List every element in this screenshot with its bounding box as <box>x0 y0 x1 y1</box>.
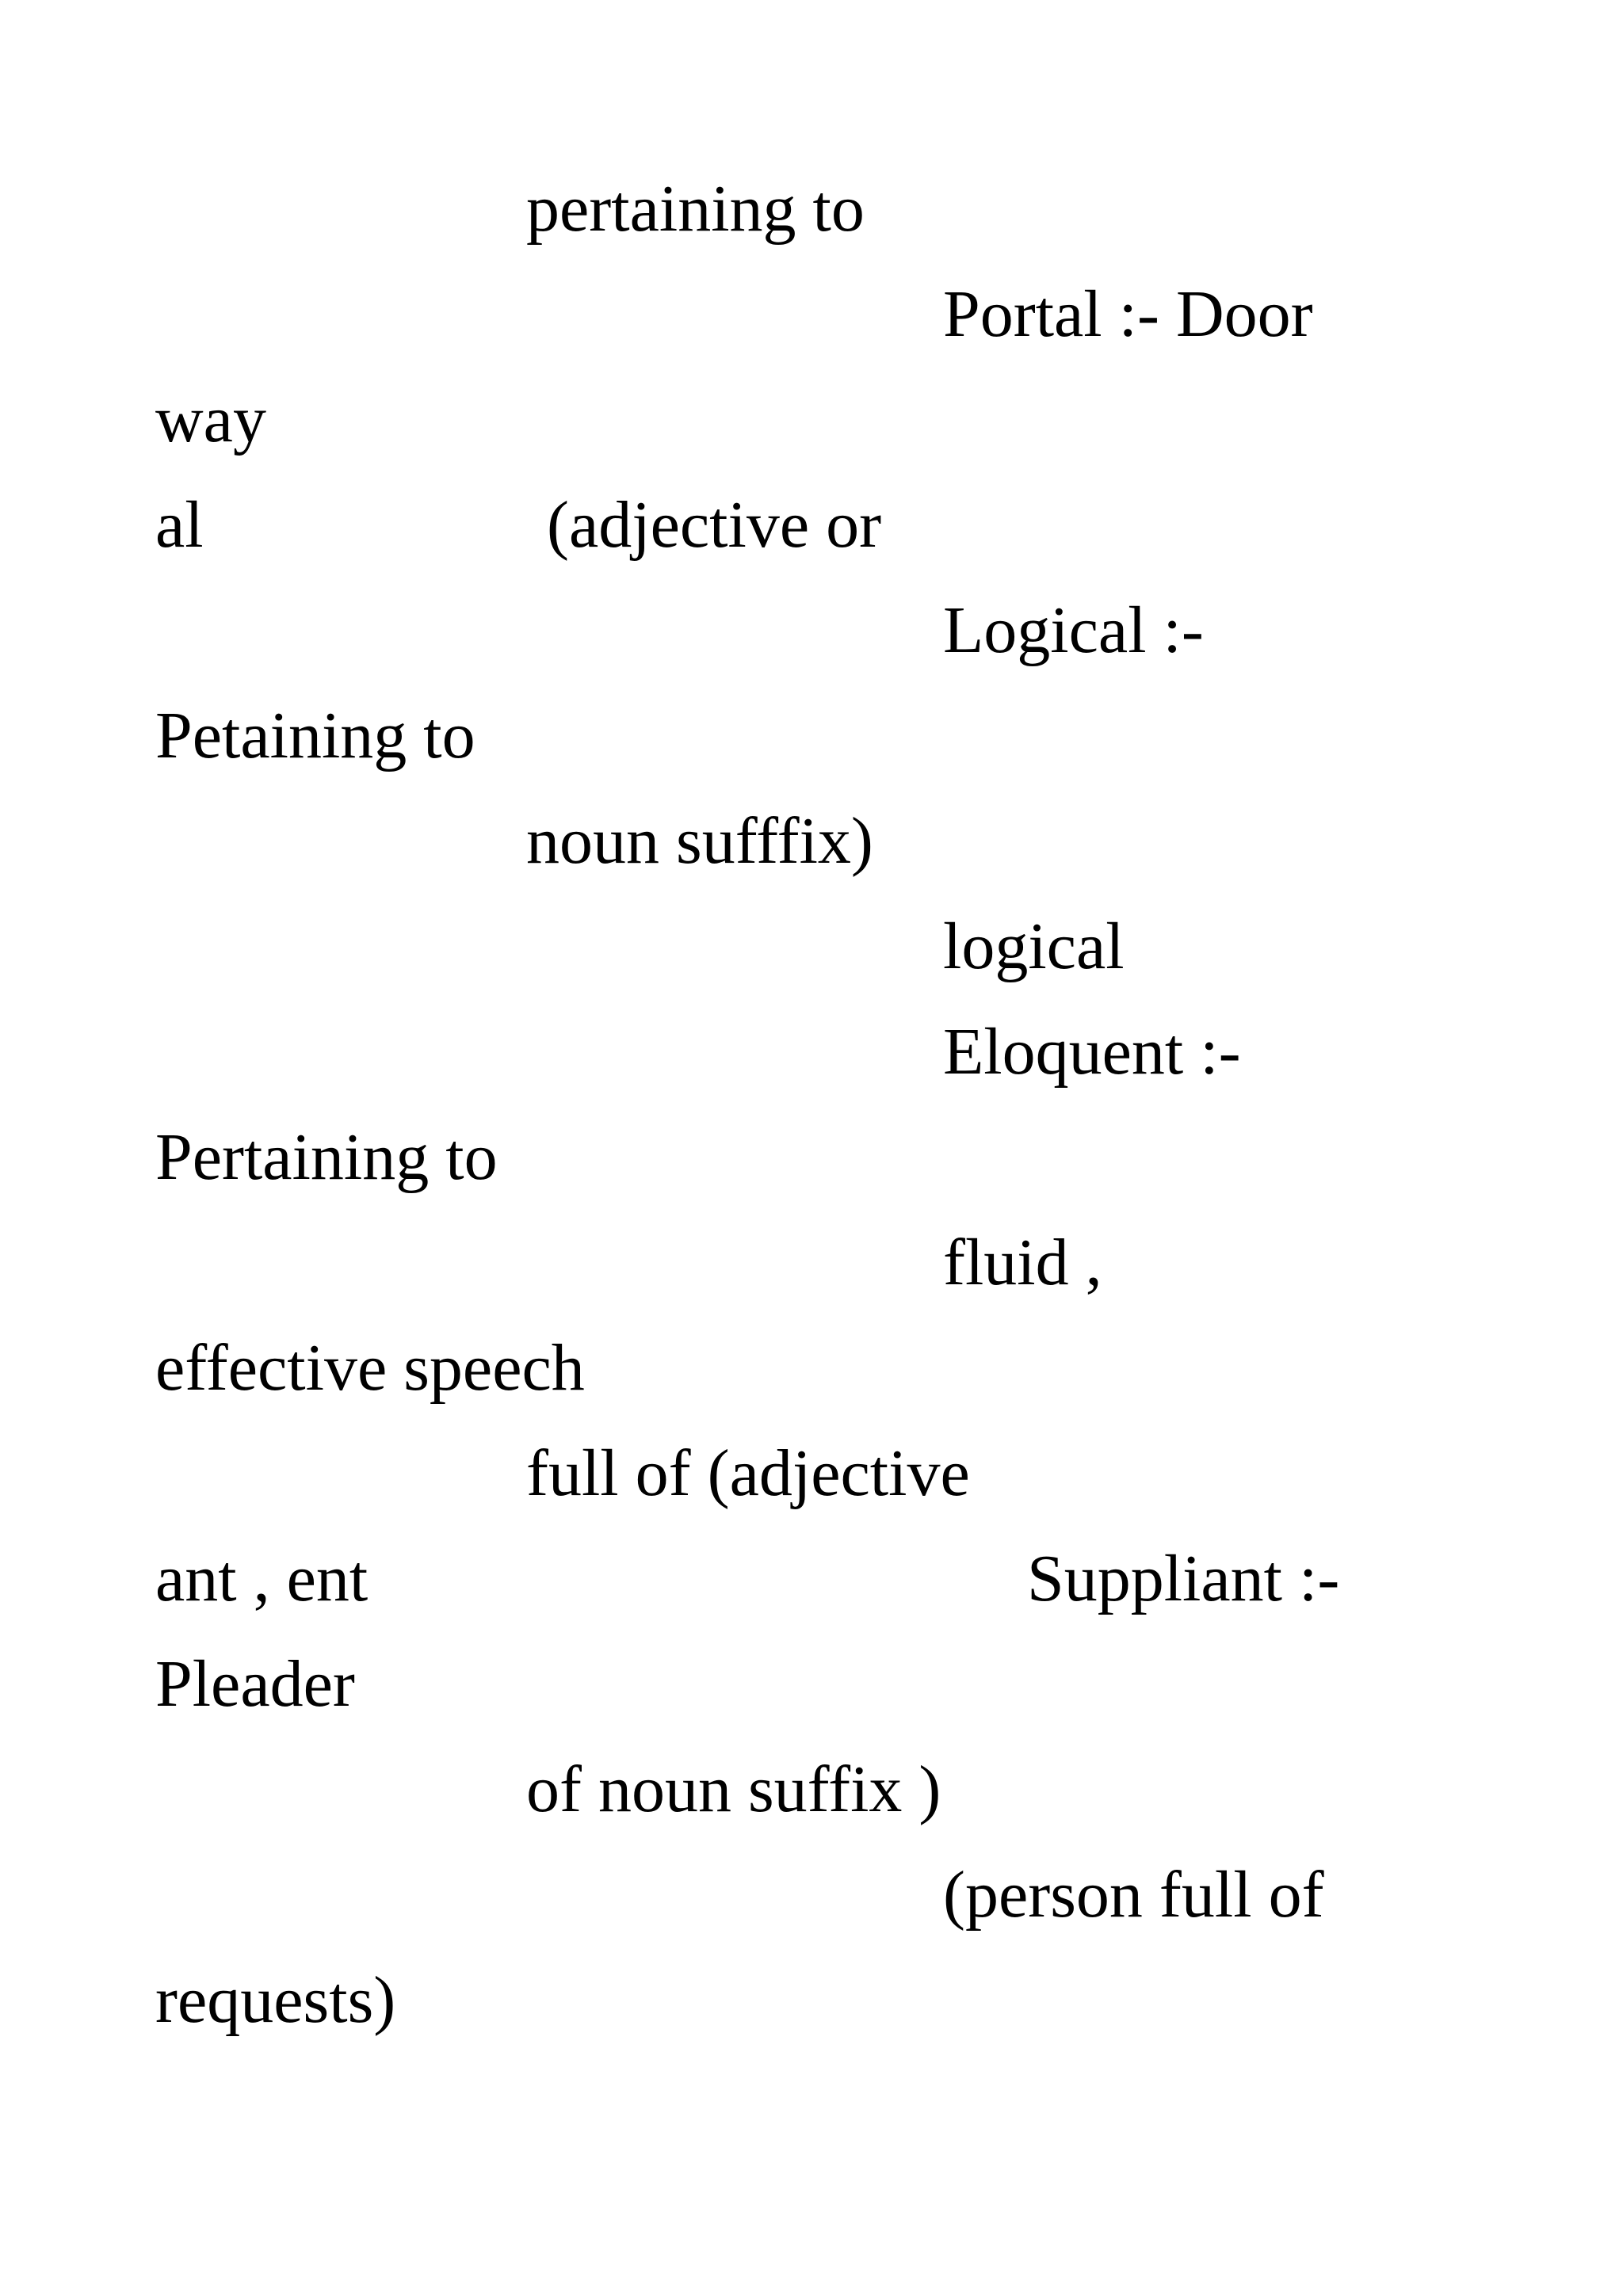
text-line: ant , ent <box>155 1542 369 1615</box>
text-line: effective speech <box>155 1331 585 1405</box>
text-line: noun sufffix) <box>526 804 873 878</box>
text-line: of noun suffix ) <box>526 1753 941 1826</box>
text-line: (person full of <box>943 1858 1324 1932</box>
text-line: requests) <box>155 1963 396 2037</box>
text-line: al <box>155 488 204 562</box>
text-line: fluid , <box>943 1226 1102 1299</box>
text-line: way <box>155 383 266 456</box>
text-line: Logical :- <box>943 593 1204 667</box>
text-line: Pertaining to <box>155 1120 498 1194</box>
text-line: Eloquent :- <box>943 1015 1241 1089</box>
text-line: Petaining to <box>155 699 475 772</box>
text-line: pertaining to <box>526 172 865 246</box>
text-line: full of (adjective <box>526 1436 970 1510</box>
text-line: (adjective or <box>547 488 882 562</box>
text-line: logical <box>943 910 1125 983</box>
text-line: Pleader <box>155 1647 355 1721</box>
text-line: Portal :- Door <box>943 277 1313 351</box>
text-line: Suppliant :- <box>1027 1542 1340 1615</box>
